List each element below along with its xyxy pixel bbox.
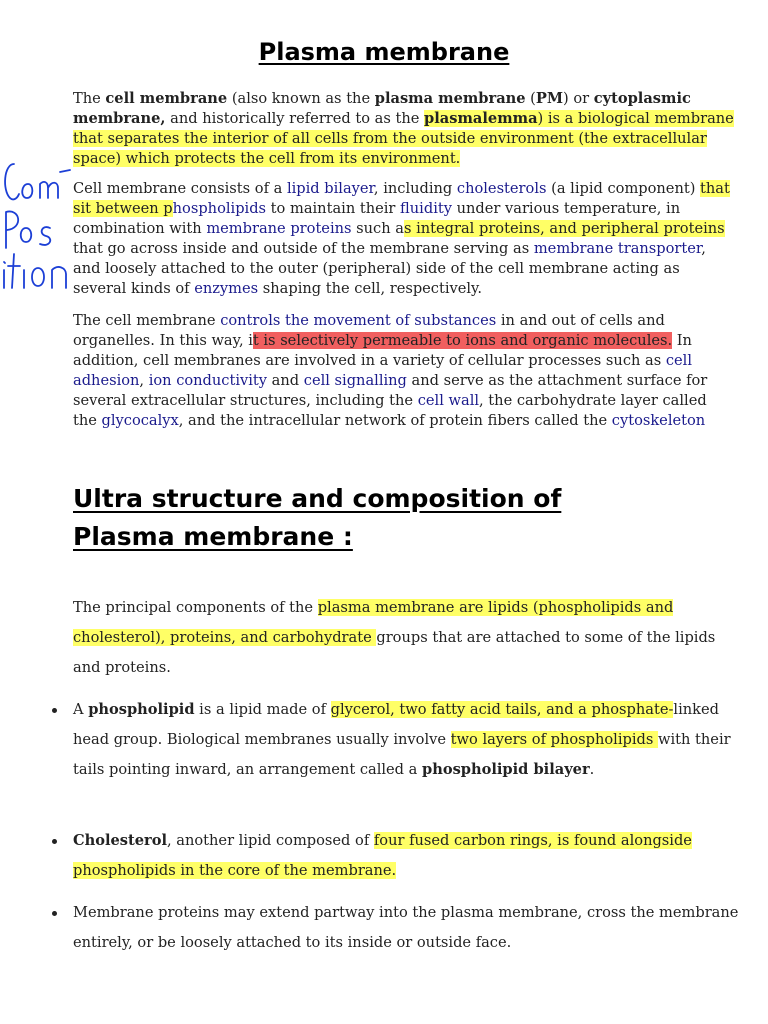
link-lipid-bilayer[interactable]: lipid bilayer	[286, 180, 374, 197]
link-enzymes[interactable]: enzymes	[194, 279, 259, 297]
highlight: plasma membrane are lipids (phospholipids and cholesterol), proteins, and carbohydrate	[73, 599, 674, 646]
intro-paragraph: The cell membrane (also known as the plasma membrane (PM) or cytoplasmic membrane, and historically referred to as the plasmalemma) is a biological membrane that separates the interior of all cells from the outside environment (the extracellular space) which protects the cell from its environment.	[73, 90, 734, 167]
highlight: two layers of phospholipids	[450, 730, 658, 748]
link-cell-adhesion[interactable]: cell adhesion	[73, 351, 693, 389]
link-fluidity[interactable]: fluidity	[400, 199, 452, 217]
section-heading: Ultra structure and composition of Plasma membrane :	[73, 484, 562, 551]
function-paragraph: The cell membrane controls the movement of substances in and out of cells and organelles. In this way, it is selectively permeable to ions and organic molecules. In addition, cell membranes are involved in a variety of cellular processes such as cell adhesion, ion conductivity and cell signalling and serve as the attachment surface for several extracellular structures, including the cell wall, the carbohydrate layer called the glycocalyx, and the intracellular network of protein fibers called the cytoskeleton	[73, 312, 708, 429]
red-highlight: t is selectively permeable to ions and organic molecules.	[252, 331, 673, 349]
components-paragraph: The principal components of the plasma membrane are lipids (phospholipids and cholesterol), proteins, and carbohydrate groups that are attached to some of the lipids and proteins.	[73, 599, 716, 676]
link-cytoskeleton[interactable]: cytoskeleton	[611, 411, 706, 429]
link-membrane-proteins[interactable]: membrane proteins	[206, 219, 352, 237]
composition-paragraph: Cell membrane consists of a lipid bilayer, including cholesterols (a lipid component) that sit between phospholipids to maintain their fluidity under various temperature, in combination with membrane proteins such as integral proteins, and peripheral proteins that go across inside and outside of the membrane serving as membrane transporter, and loosely attached to the outer (peripheral) side of the cell membrane acting as several kinds of enzymes shaping the cell, respectively.	[73, 180, 730, 297]
handwriting-ink	[0, 150, 72, 295]
link-controls-movement[interactable]: controls the movement of substances	[220, 312, 497, 329]
link-phospholipids[interactable]: hospholipids	[172, 199, 267, 217]
highlight: s integral proteins, and peripheral proteins	[403, 219, 725, 237]
highlight: plasmalemma	[424, 109, 538, 127]
handwritten-annotation	[0, 150, 72, 295]
link-cell-signalling[interactable]: cell signalling	[303, 371, 407, 389]
highlight: ) is a biological membrane that separates the interior of all cells from the outside environment (the extracellular space) which protects the cell from its environment.	[73, 109, 734, 167]
link-ion-conductivity[interactable]: ion conductivity	[148, 371, 268, 389]
link-membrane-transporter[interactable]: membrane transporter	[533, 239, 702, 257]
highlight: that sit between p	[73, 180, 730, 217]
list-item: Membrane proteins may extend partway into the plasma membrane, cross the membrane entirely, or be loosely attached to its inside or outside face.	[73, 898, 739, 958]
list-item: Cholesterol, another lipid composed of four fused carbon rings, is found alongside phospholipids in the core of the membrane.	[73, 826, 739, 886]
page-title: Plasma membrane	[258, 38, 510, 66]
highlight: glycerol, two fatty acid tails, and a phosphate-	[330, 701, 674, 718]
link-cholesterols[interactable]: cholesterols	[456, 180, 547, 197]
list-item: A phospholipid is a lipid made of glycerol, two fatty acid tails, and a phosphate-linked head group. Biological membranes usually involve two layers of phospholipids with their tails pointing inward, an arrangement called a phospholipid bilayer.	[73, 695, 739, 784]
link-glycocalyx[interactable]: glycocalyx	[101, 411, 179, 429]
highlight: four fused carbon rings, is found alongside phospholipids in the core of the membrane.	[73, 832, 692, 879]
link-cell-wall[interactable]: cell wall	[417, 391, 480, 409]
